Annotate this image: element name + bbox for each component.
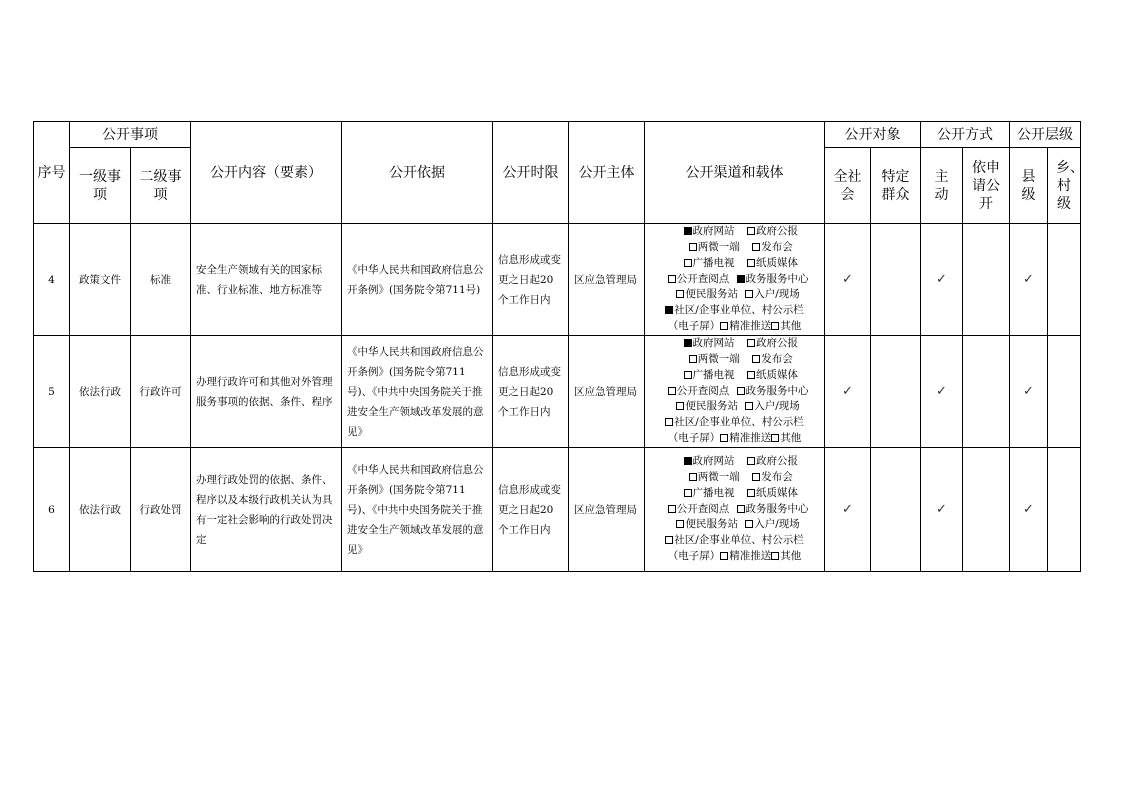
header-level-town: 乡、村级	[1048, 148, 1081, 224]
channel-option	[720, 549, 771, 565]
level-town-cell	[1048, 224, 1081, 336]
method-active-cell: ✓	[921, 336, 963, 448]
content-cell: 办理行政处罚的依据、条件、程序以及本级行政机关认为具有一定社会影响的行政处罚决定	[191, 448, 342, 572]
channel-option	[771, 431, 801, 447]
unchecked-box-icon	[684, 371, 692, 379]
target-all-cell: ✓	[825, 336, 871, 448]
channel-option	[676, 352, 752, 368]
basis-cell: 《中华人民共和国政府信息公开条例》(国务院令第711号)	[342, 224, 493, 336]
channel-option	[671, 486, 747, 502]
level-county-cell: ✓	[1010, 448, 1048, 572]
seq-cell: 5	[34, 336, 70, 448]
unchecked-box-icon	[747, 259, 755, 267]
subject-cell: 区应急管理局	[569, 336, 645, 448]
content-cell: 办理行政许可和其他对外管理服务事项的依据、条件、程序	[191, 336, 342, 448]
channel-label: 公开查阅点	[676, 384, 730, 397]
channel-line	[648, 431, 821, 447]
channel-option	[752, 352, 793, 368]
channel-label: 入户/现场	[754, 518, 800, 531]
level2-cell: 行政许可	[131, 336, 191, 448]
checked-box-icon	[665, 306, 673, 314]
unchecked-box-icon	[668, 275, 676, 283]
channel-option	[669, 287, 745, 303]
level1-cell: 政策文件	[70, 224, 131, 336]
channel-label: 广播电视	[692, 486, 735, 499]
subject-cell: 区应急管理局	[569, 448, 645, 572]
unchecked-box-icon	[747, 457, 755, 465]
channel-label: 广播电视	[692, 256, 735, 269]
channel-label: 广播电视	[692, 368, 735, 381]
target-specific-cell	[871, 448, 921, 572]
header-time-limit: 公开时限	[493, 122, 569, 224]
header-level-group: 公开层级	[1010, 122, 1081, 148]
channel-option	[668, 431, 721, 447]
level-town-cell	[1048, 448, 1081, 572]
target-all-cell: ✓	[825, 224, 871, 336]
channel-label: 便民服务站	[685, 400, 738, 413]
unchecked-box-icon	[684, 259, 692, 267]
channel-label: 纸质媒体	[756, 486, 798, 499]
method-active-cell: ✓	[921, 224, 963, 336]
channel-option	[676, 470, 752, 486]
channel-label: 便民服务站	[685, 288, 738, 301]
channel-line	[648, 287, 821, 303]
unchecked-box-icon	[720, 552, 728, 560]
channel-option	[676, 240, 752, 256]
channel-label: 两微一端	[697, 241, 740, 253]
unchecked-box-icon	[745, 402, 753, 410]
unchecked-box-icon	[720, 434, 728, 442]
channel-option	[668, 319, 721, 335]
channel-label: 社区/企事业单位、村公示栏	[674, 416, 804, 429]
channel-label: 发布会	[761, 241, 793, 253]
channel-label: 其他	[780, 431, 802, 444]
channel-line	[648, 470, 821, 486]
channel-label: 纸质媒体	[756, 368, 798, 381]
header-target-group: 公开对象	[825, 122, 921, 148]
time-limit-cell: 信息形成或变更之日起20个工作日内	[493, 224, 569, 336]
header-channels: 公开渠道和载体	[645, 122, 825, 224]
channel-label: 发布会	[761, 353, 793, 365]
header-basis: 公开依据	[342, 122, 493, 224]
level2-cell: 标准	[131, 224, 191, 336]
channel-option	[747, 336, 798, 352]
unchecked-box-icon	[752, 243, 760, 251]
unchecked-box-icon	[752, 473, 760, 481]
channel-line	[648, 336, 821, 352]
table-row	[34, 336, 1081, 448]
header-level1: 一级事项	[70, 148, 131, 224]
seq-cell: 6	[34, 448, 70, 572]
channel-label: 公开查阅点	[676, 502, 730, 515]
channel-option	[747, 454, 798, 470]
channel-line	[648, 454, 821, 470]
channel-option	[671, 336, 747, 352]
unchecked-box-icon	[747, 339, 755, 347]
level-county-cell: ✓	[1010, 336, 1048, 448]
checked-box-icon	[684, 339, 692, 347]
checked-box-icon	[737, 275, 745, 283]
checked-box-icon	[684, 457, 692, 465]
unchecked-box-icon	[737, 387, 745, 395]
channel-option	[671, 454, 747, 470]
channel-label: 政务服务中心	[745, 502, 809, 515]
level1-cell: 依法行政	[70, 336, 131, 448]
unchecked-box-icon	[771, 434, 779, 442]
channel-label: 其他	[780, 549, 802, 562]
channel-option	[661, 502, 737, 518]
header-row-1	[34, 122, 1081, 148]
channel-line	[648, 240, 821, 256]
unchecked-box-icon	[737, 505, 745, 513]
channel-label: 政府网站	[692, 337, 735, 350]
disclosure-table	[33, 121, 1084, 572]
unchecked-box-icon	[668, 387, 676, 395]
header-target-all: 全社会	[825, 148, 871, 224]
channel-label: 政务服务中心	[745, 384, 809, 397]
channel-option	[671, 368, 747, 384]
subject-cell: 区应急管理局	[569, 224, 645, 336]
channel-option	[745, 399, 800, 415]
channel-label: 政府公报	[756, 225, 798, 238]
channel-option	[737, 502, 809, 518]
channel-label: 发布会	[761, 471, 793, 483]
channel-label: （电子屏）	[667, 549, 721, 562]
channel-option	[747, 486, 798, 502]
unchecked-box-icon	[668, 505, 676, 513]
seq-cell: 4	[34, 224, 70, 336]
channel-line	[648, 303, 821, 319]
checked-box-icon	[684, 227, 692, 235]
channel-label: 便民服务站	[685, 518, 738, 531]
header-method-group: 公开方式	[921, 122, 1010, 148]
header-content: 公开内容（要素）	[191, 122, 342, 224]
channel-option	[720, 319, 771, 335]
header-level2: 二级事项	[131, 148, 191, 224]
unchecked-box-icon	[745, 290, 753, 298]
channel-line	[648, 415, 821, 431]
unchecked-box-icon	[689, 473, 697, 481]
channel-option	[737, 384, 809, 400]
unchecked-box-icon	[676, 520, 684, 528]
channel-option	[661, 384, 737, 400]
header-method-request: 依申请公开	[963, 148, 1010, 224]
channel-line	[648, 533, 821, 549]
channel-option	[720, 431, 771, 447]
unchecked-box-icon	[771, 552, 779, 560]
channels-cell	[645, 448, 825, 572]
method-active-cell: ✓	[921, 448, 963, 572]
channel-line	[648, 256, 821, 272]
target-specific-cell	[871, 336, 921, 448]
level2-cell: 行政处罚	[131, 448, 191, 572]
channel-option	[661, 272, 737, 288]
channel-line	[648, 549, 821, 565]
channels-cell	[645, 224, 825, 336]
channel-option	[669, 517, 745, 533]
table-row	[34, 448, 1081, 572]
channel-option	[665, 415, 804, 431]
channel-line	[648, 517, 821, 533]
channel-label: 公开查阅点	[676, 272, 730, 285]
channel-option	[671, 224, 747, 240]
header-subject: 公开主体	[569, 122, 645, 224]
channel-line	[648, 352, 821, 368]
channel-option	[745, 287, 800, 303]
channel-option	[752, 470, 793, 486]
channel-label: 精准推送	[729, 431, 772, 444]
channel-label: （电子屏）	[667, 431, 721, 444]
channel-label: 政府网站	[692, 225, 735, 238]
unchecked-box-icon	[745, 520, 753, 528]
channel-label: 精准推送	[729, 549, 772, 562]
method-request-cell	[963, 448, 1010, 572]
channel-line	[648, 272, 821, 288]
channel-option	[747, 368, 798, 384]
header-items-group: 公开事项	[70, 122, 191, 148]
channel-line	[648, 384, 821, 400]
channel-label: 政府公报	[756, 337, 798, 350]
channel-label: 精准推送	[729, 319, 772, 332]
channel-label: 入户/现场	[754, 400, 800, 413]
unchecked-box-icon	[689, 355, 697, 363]
channel-line	[648, 368, 821, 384]
channel-label: 政府网站	[692, 455, 735, 468]
channel-label: （电子屏）	[667, 319, 721, 332]
channel-option	[737, 272, 809, 288]
channel-label: 社区/企事业单位、村公示栏	[674, 304, 804, 317]
unchecked-box-icon	[676, 402, 684, 410]
header-method-active: 主动	[921, 148, 963, 224]
channel-label: 政府公报	[756, 455, 798, 468]
channel-option	[747, 224, 798, 240]
channel-option	[665, 303, 804, 319]
channel-line	[648, 319, 821, 335]
channel-line	[648, 486, 821, 502]
method-request-cell	[963, 336, 1010, 448]
channel-option	[665, 533, 804, 549]
unchecked-box-icon	[684, 489, 692, 497]
content-cell: 安全生产领域有关的国家标准、行业标准、地方标准等	[191, 224, 342, 336]
header-level-county: 县级	[1010, 148, 1048, 224]
channel-label: 政务服务中心	[745, 272, 809, 285]
level-county-cell: ✓	[1010, 224, 1048, 336]
channel-label: 两微一端	[697, 471, 740, 483]
channel-label: 入户/现场	[754, 288, 800, 301]
header-target-specific: 特定群众	[871, 148, 921, 224]
channel-line	[648, 399, 821, 415]
unchecked-box-icon	[747, 227, 755, 235]
method-request-cell	[963, 224, 1010, 336]
unchecked-box-icon	[747, 489, 755, 497]
channel-line	[648, 224, 821, 240]
basis-cell: 《中华人民共和国政府信息公开条例》(国务院令第711号)、《中共中央国务院关于推进安全生产领域改革发展的意见》	[342, 336, 493, 448]
channel-label: 纸质媒体	[756, 256, 798, 269]
basis-cell: 《中华人民共和国政府信息公开条例》(国务院令第711号)、《中共中央国务院关于推进安全生产领域改革发展的意见》	[342, 448, 493, 572]
unchecked-box-icon	[676, 290, 684, 298]
level-town-cell	[1048, 336, 1081, 448]
unchecked-box-icon	[771, 322, 779, 330]
channel-option	[747, 256, 798, 272]
time-limit-cell: 信息形成或变更之日起20个工作日内	[493, 448, 569, 572]
channel-label: 社区/企事业单位、村公示栏	[674, 534, 804, 547]
unchecked-box-icon	[752, 355, 760, 363]
time-limit-cell: 信息形成或变更之日起20个工作日内	[493, 336, 569, 448]
channel-option	[671, 256, 747, 272]
header-seq: 序号	[34, 122, 70, 224]
unchecked-box-icon	[720, 322, 728, 330]
level1-cell: 依法行政	[70, 448, 131, 572]
channel-label: 其他	[780, 319, 802, 332]
channel-option	[745, 517, 800, 533]
channel-option	[669, 399, 745, 415]
channel-option	[668, 549, 721, 565]
channel-line	[648, 502, 821, 518]
target-specific-cell	[871, 224, 921, 336]
unchecked-box-icon	[665, 418, 673, 426]
target-all-cell: ✓	[825, 448, 871, 572]
channels-cell	[645, 336, 825, 448]
channel-option	[752, 240, 793, 256]
unchecked-box-icon	[689, 243, 697, 251]
unchecked-box-icon	[747, 371, 755, 379]
channel-option	[771, 549, 801, 565]
table-row	[34, 224, 1081, 336]
channel-option	[771, 319, 801, 335]
unchecked-box-icon	[665, 536, 673, 544]
channel-label: 两微一端	[697, 353, 740, 365]
